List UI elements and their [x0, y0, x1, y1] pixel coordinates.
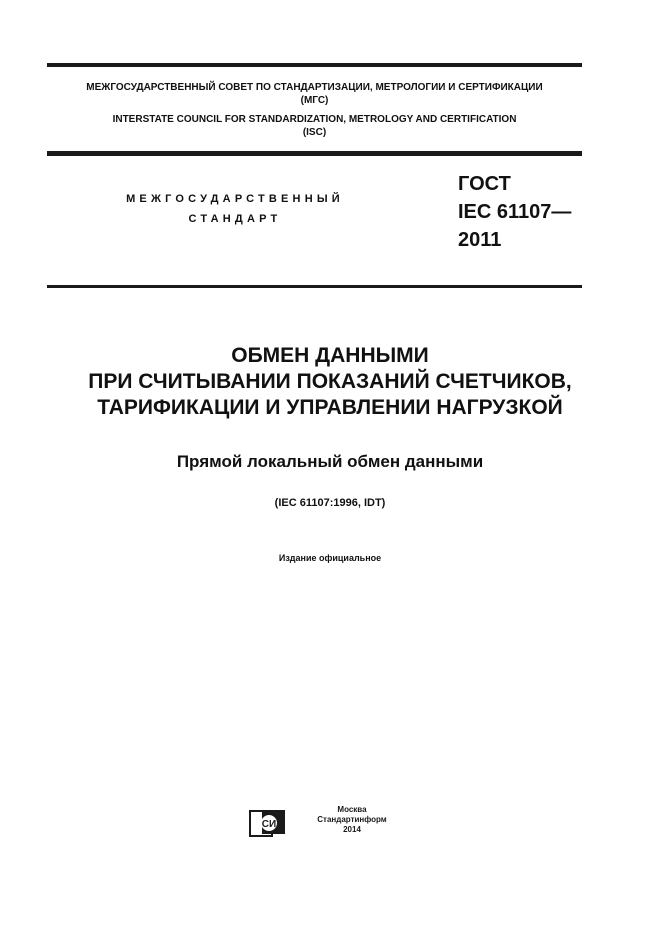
council-ru-line1: МЕЖГОСУДАРСТВЕННЫЙ СОВЕТ ПО СТАНДАРТИЗАЦИИ, МЕТРОЛОГИИ И СЕРТИФИКАЦИИ: [86, 82, 543, 93]
top-rule: [47, 63, 582, 67]
publisher-name: Стандартинформ: [317, 815, 387, 824]
council-ru-line2: (МГС): [300, 95, 329, 106]
gost-line3: 2011: [458, 229, 502, 251]
iec-reference: (IEC 61107:1996, IDT): [274, 497, 386, 509]
publisher-info: [306, 805, 398, 835]
standartinform-logo-icon: [249, 809, 286, 837]
document-subtitle: Прямой локальный обмен данными: [176, 452, 484, 471]
council-en-line2: (ISC): [302, 127, 327, 138]
standard-type-line1: МЕЖГОСУДАРСТВЕННЫЙ: [126, 193, 344, 205]
council-ru: [47, 81, 582, 107]
edition-label: Издание официальное: [278, 553, 382, 563]
council-en-line1: INTERSTATE COUNCIL FOR STANDARDIZATION, METROLOGY AND CERTIFICATION: [112, 114, 517, 125]
gost-line1: ГОСТ: [458, 173, 511, 195]
publisher-city: Москва: [337, 805, 367, 814]
title-line3: ТАРИФИКАЦИИ И УПРАВЛЕНИИ НАГРУЗКОЙ: [97, 396, 563, 419]
designation-bottom-rule: [47, 285, 582, 288]
title-line1: ОБМЕН ДАННЫМИ: [231, 344, 429, 367]
document-title: [40, 343, 620, 421]
title-line2: ПРИ СЧИТЫВАНИИ ПОКАЗАНИЙ СЧЕТЧИКОВ,: [88, 370, 572, 393]
header-bottom-rule: [47, 151, 582, 156]
svg-text:СИ: СИ: [261, 819, 277, 830]
publisher-year: 2014: [343, 825, 361, 834]
gost-designation: [458, 170, 571, 254]
standard-type-line2: СТАНДАРТ: [188, 213, 282, 225]
gost-line2: IEC 61107—: [458, 201, 572, 223]
council-en: [47, 113, 582, 139]
